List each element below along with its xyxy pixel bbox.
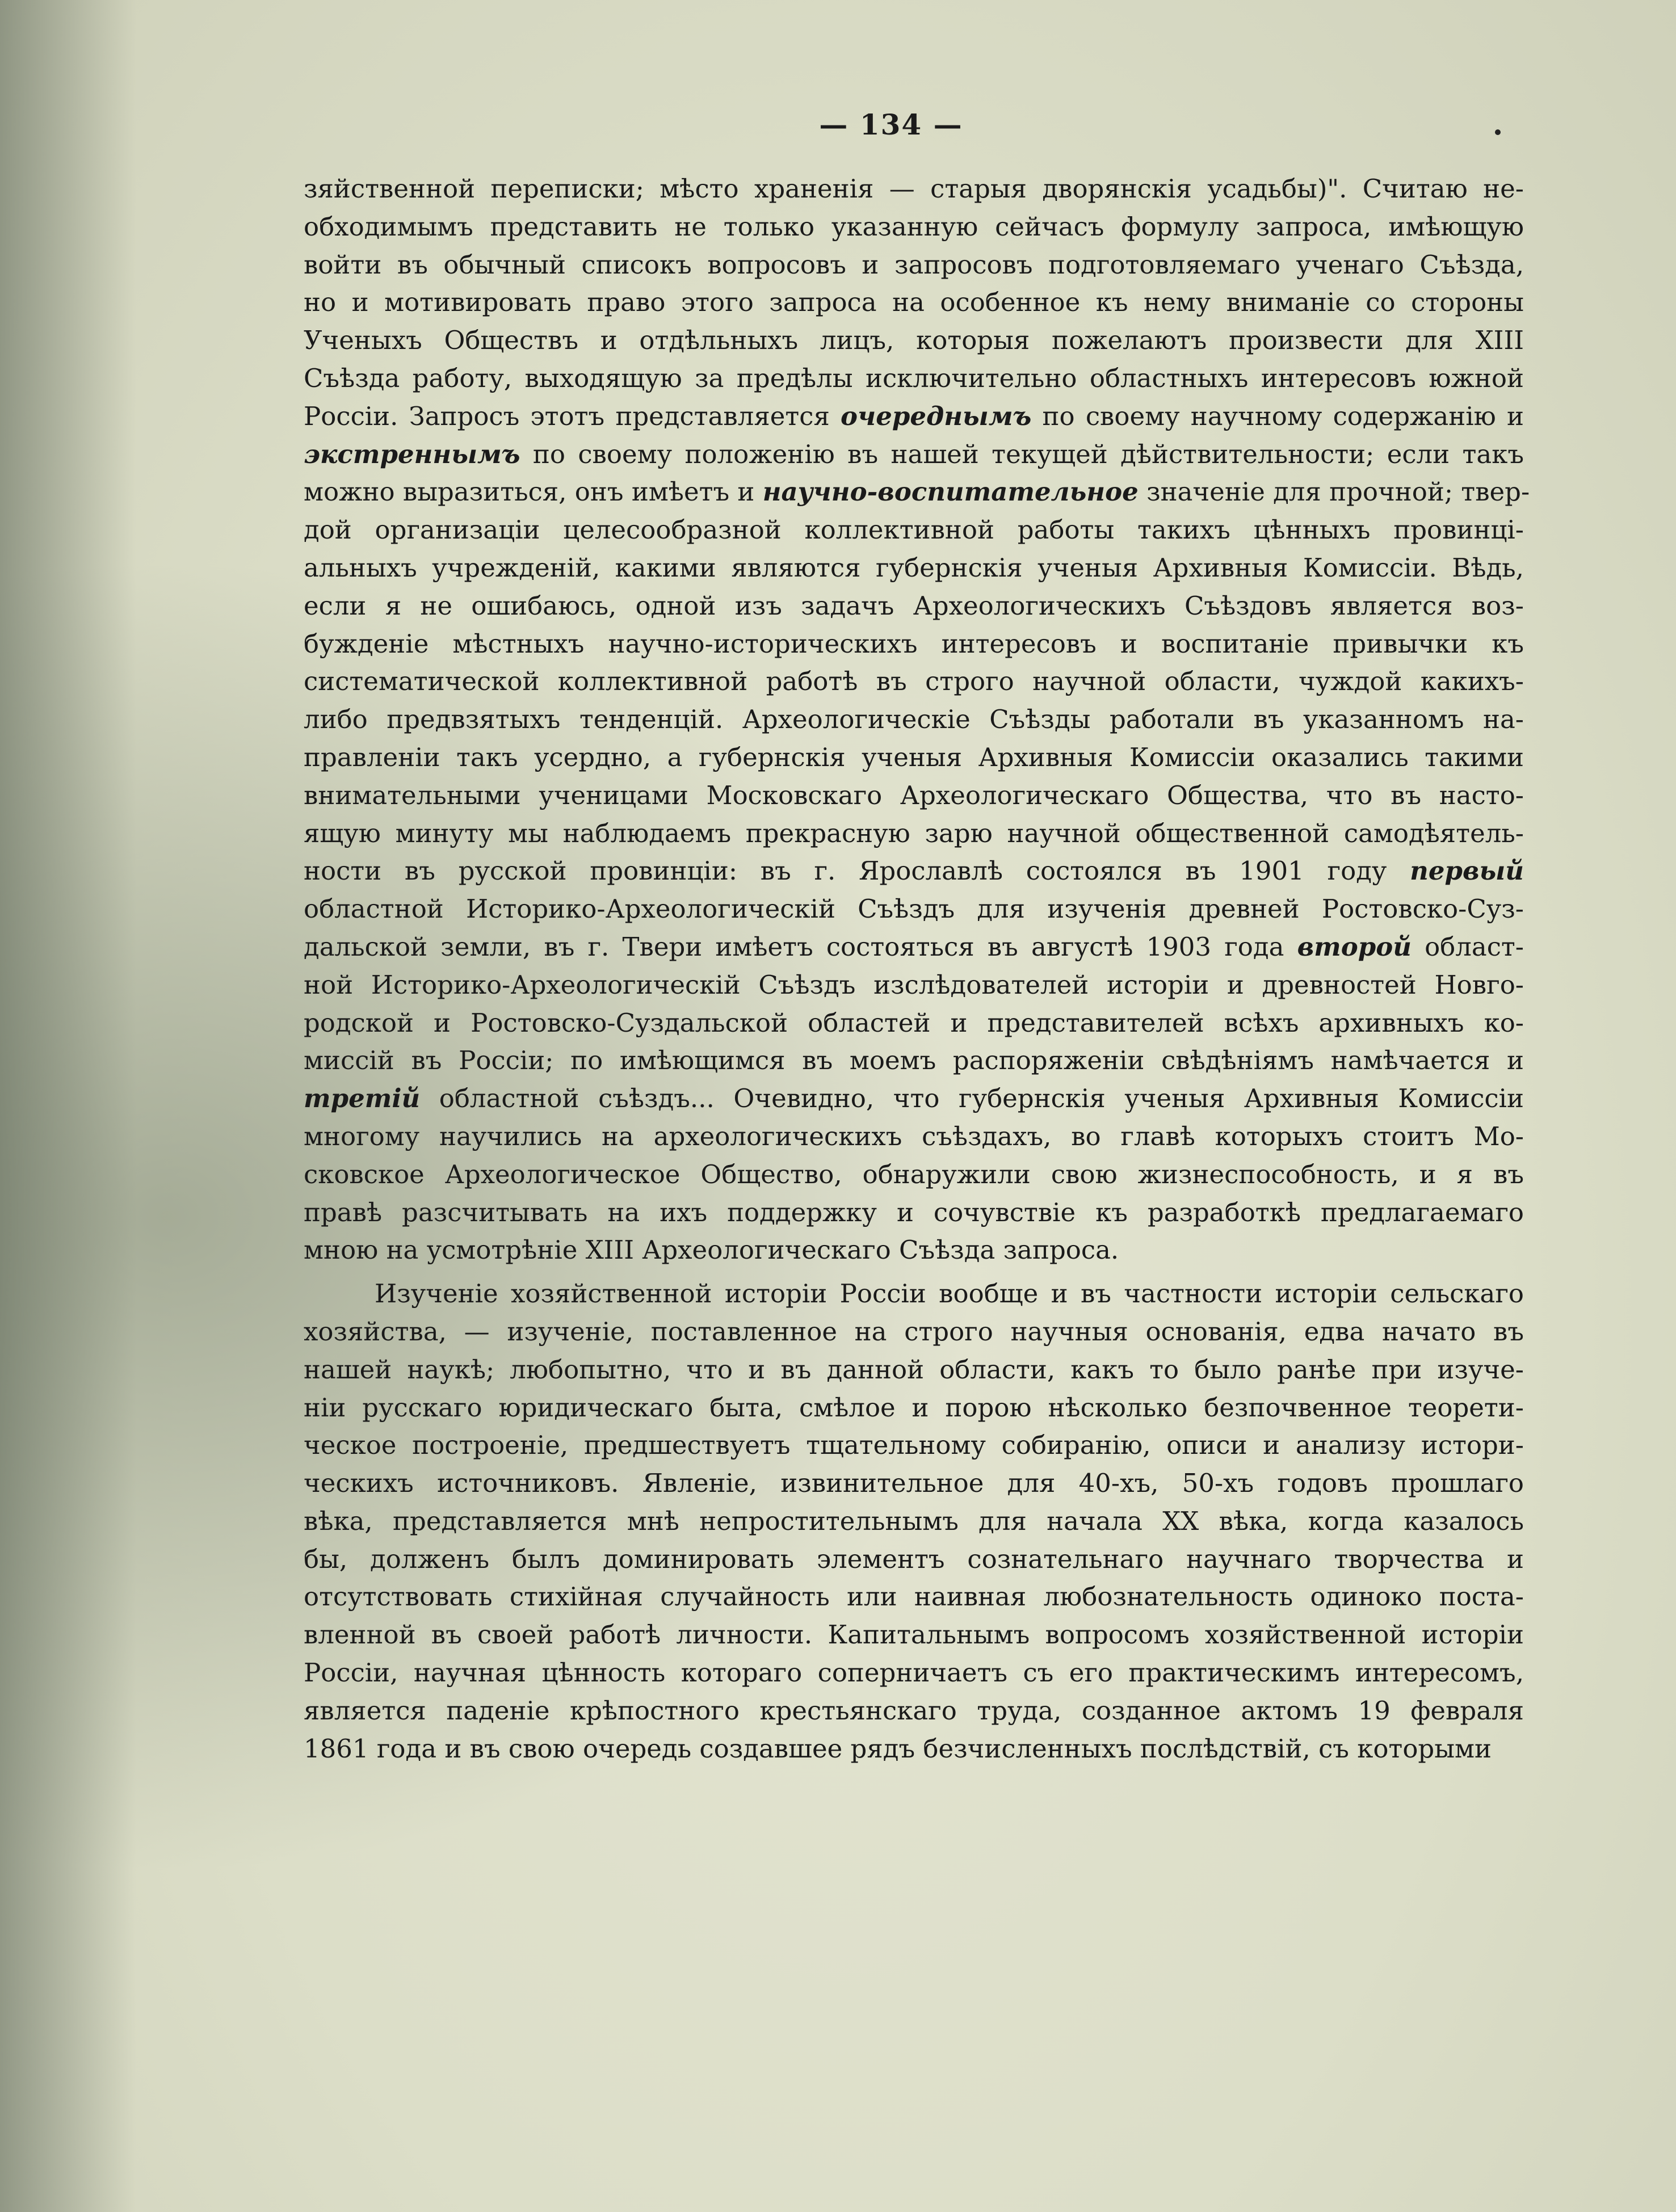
text-line: альныхъ учрежденій, какими являются губернскія ученыя Архивныя Комиссіи. Вѣдь, xyxy=(304,552,1524,583)
text-line: но и мотивировать право этого запроса на особенное къ нему вниманіе со стороны xyxy=(304,287,1524,318)
text-line: вѣка, представляется мнѣ непростительнымъ для начала XX вѣка, когда казалось xyxy=(304,1505,1524,1536)
text-line: правѣ разсчитывать на ихъ поддержку и сочувствіе къ разработкѣ предлагаемаго xyxy=(304,1197,1524,1227)
text-line: областной Историко-Археологическій Съѣздъ для изученія древней Ростовско-Суз- xyxy=(304,894,1524,924)
text-line: нашей наукѣ; любопытно, что и въ данной области, какъ то было ранѣе при изуче- xyxy=(304,1354,1524,1385)
page-number: — 134 — xyxy=(819,108,963,141)
text-line: можно выразиться, онъ имѣетъ и научно-воспитательное значеніе для прочной; твер- xyxy=(304,477,1530,507)
text-line: миссій въ Россіи; по имѣющимся въ моемъ распоряженіи свѣдѣніямъ намѣчается и xyxy=(304,1045,1524,1076)
text-line: ніи русскаго юридическаго быта, смѣлое и порою нѣсколько безпочвенное теорети- xyxy=(304,1392,1524,1423)
text-line: правленіи такъ усердно, а губернскія ученыя Архивныя Комиссіи оказались такими xyxy=(304,742,1524,772)
emphasized-word: научно-воспитательное xyxy=(762,477,1139,507)
paragraph xyxy=(304,170,1530,1269)
print-speck xyxy=(1495,129,1501,135)
emphasized-word: второй xyxy=(1297,931,1412,962)
text-line: мною на усмотрѣніе XIII Археологическаго Съѣзда запроса. xyxy=(304,1235,1119,1265)
text-line: родской и Ростовско-Суздальской областей и представителей всѣхъ архивныхъ ко- xyxy=(304,1007,1524,1038)
text-line: бужденіе мѣстныхъ научно-историческихъ интересовъ и воспитаніе привычки къ xyxy=(304,628,1524,659)
text-line: вленной въ своей работѣ личности. Капитальнымъ вопросомъ хозяйственной исторіи xyxy=(304,1620,1524,1650)
text-line: ной Историко-Археологическій Съѣздъ изслѣдователей исторіи и древностей Новго- xyxy=(304,969,1524,1000)
text-line: обходимымъ представить не только указанную сейчасъ формулу запроса, имѣющую xyxy=(304,211,1524,242)
text-line: если я не ошибаюсь, одной изъ задачъ Археологическихъ Съѣздовъ является воз- xyxy=(304,590,1524,621)
text-line: бы, долженъ былъ доминировать элементъ сознательнаго научнаго творчества и xyxy=(304,1544,1524,1574)
text-line: является паденіе крѣпостного крестьянскаго труда, созданное актомъ 19 февраля xyxy=(304,1695,1524,1726)
text-line: ческое построеніе, предшествуетъ тщательному собиранію, описи и анализу истори- xyxy=(304,1430,1524,1461)
body-text xyxy=(304,170,1530,1768)
text-line: дальской земли, въ г. Твери имѣетъ состояться въ августѣ 1903 года второй област- xyxy=(304,931,1524,962)
text-line: систематической коллективной работѣ въ строго научной области, чуждой какихъ- xyxy=(304,666,1524,697)
text-line: третій областной съѣздъ... Очевидно, что губернскія ученыя Архивныя Комиссіи xyxy=(304,1083,1524,1114)
text-line: дой организаціи целесообразной коллективной работы такихъ цѣнныхъ провинці- xyxy=(304,515,1524,545)
text-line: Россіи. Запросъ этотъ представляется очереднымъ по своему научному содержанію и xyxy=(304,401,1524,431)
text-line: войти въ обычный списокъ вопросовъ и запросовъ подготовляемаго ученаго Съѣзда, xyxy=(304,249,1524,280)
text-line: сковское Археологическое Общество, обнаружили свою жизнеспособность, и я въ xyxy=(304,1159,1524,1189)
text-line: 1861 года и въ свою очередь создавшее рядъ безчисленныхъ послѣдствій, съ которыми xyxy=(304,1733,1492,1764)
text-line: Съѣзда работу, выходящую за предѣлы исключительно областныхъ интересовъ южной xyxy=(304,363,1524,393)
text-line: Россіи, научная цѣнность котораго соперничаетъ съ его практическимъ интересомъ, xyxy=(304,1658,1524,1688)
text-line: многому научились на археологическихъ съѣздахъ, во главѣ которыхъ стоитъ Мо- xyxy=(304,1121,1524,1151)
emphasized-word: первый xyxy=(1410,856,1524,886)
spine-shadow xyxy=(0,0,136,2212)
emphasized-word: третій xyxy=(304,1083,421,1114)
text-line: экстреннымъ по своему положенію въ нашей текущей дѣйствительности; если такъ xyxy=(304,439,1524,469)
text-line: ности въ русской провинціи: въ г. Ярославлѣ состоялся въ 1901 году первый xyxy=(304,856,1524,886)
paragraph xyxy=(304,1275,1524,1768)
emphasized-word: экстреннымъ xyxy=(304,439,520,469)
emphasized-word: очереднымъ xyxy=(841,401,1032,431)
text-line: Ученыхъ Обществъ и отдѣльныхъ лицъ, которыя пожелаютъ произвести для XIII xyxy=(304,325,1524,356)
text-line: ческихъ источниковъ. Явленіе, извинительное для 40-хъ, 50-хъ годовъ прошлаго xyxy=(304,1468,1524,1499)
text-line: либо предвзятыхъ тенденцій. Археологическіе Съѣзды работали въ указанномъ на- xyxy=(304,704,1524,735)
text-line: зяйственной переписки; мѣсто храненія — старыя дворянскія усадьбы)". Считаю не- xyxy=(304,174,1524,204)
text-line: отсутствовать стихійная случайность или наивная любознательность одиноко поста- xyxy=(304,1582,1524,1612)
text-line: хозяйства, — изученіе, поставленное на строго научныя основанія, едва начато въ xyxy=(304,1316,1524,1347)
text-line: внимательными ученицами Московскаго Археологическаго Общества, что въ насто- xyxy=(304,780,1524,810)
text-line: Изученіе хозяйственной исторіи Россіи вообще и въ частности исторіи сельскаго xyxy=(375,1279,1524,1309)
text-line: ящую минуту мы наблюдаемъ прекрасную зарю научной общественной самодѣятель- xyxy=(304,818,1524,848)
